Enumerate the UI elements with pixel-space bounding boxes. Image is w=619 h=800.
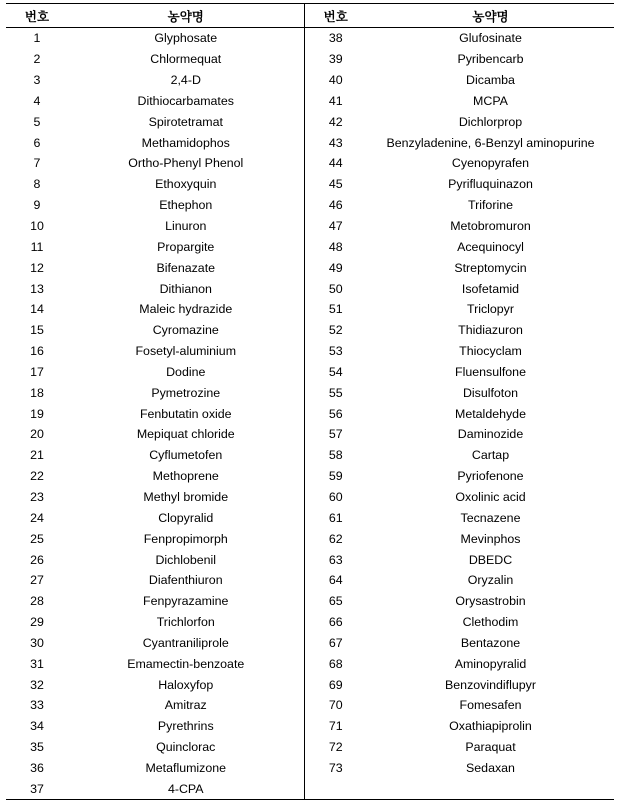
- pesticide-name-right: Cyenopyrafen: [451, 156, 530, 171]
- row-number-right: 47: [328, 219, 343, 234]
- table-row: [6, 632, 614, 653]
- pesticide-name-right: Cartap: [471, 448, 510, 463]
- table-row: [6, 91, 614, 112]
- header-pesticide-name-right: 농약명: [367, 4, 614, 28]
- row-number-left: 23: [30, 489, 44, 504]
- row-number-left: 29: [30, 615, 44, 630]
- row-number-left: 4: [33, 93, 41, 108]
- pesticide-name-right: Pyriofenone: [457, 469, 524, 484]
- pesticide-name-left: Methamidophos: [68, 132, 304, 153]
- table-row: [6, 445, 614, 466]
- row-number-right: 41: [328, 93, 343, 108]
- table-row: [6, 778, 614, 799]
- table-row: [6, 612, 614, 633]
- row-number-right: 49: [328, 260, 343, 275]
- table-row: [6, 716, 614, 737]
- row-number-right: 66: [328, 615, 343, 630]
- pesticide-name-right: Oryzalin: [467, 573, 514, 588]
- row-number-right: 55: [328, 385, 343, 400]
- pesticide-name-right: Benzovindiflupyr: [445, 677, 536, 692]
- row-number-right: 45: [328, 177, 343, 192]
- table-row: [6, 528, 614, 549]
- table-row: [6, 111, 614, 132]
- row-number-left: 9: [33, 198, 41, 213]
- pesticide-name-right: MCPA: [473, 93, 508, 108]
- row-number-left: 14: [30, 302, 44, 317]
- pesticide-name-right: Pyrifluquinazon: [448, 177, 533, 192]
- pesticide-table: [6, 3, 614, 800]
- row-number-right: 52: [328, 323, 343, 338]
- row-number-left: 12: [30, 260, 44, 275]
- row-number-left: 26: [30, 552, 44, 567]
- table-row: [6, 132, 614, 153]
- row-number-right: [304, 778, 367, 799]
- pesticide-name-left: Ethephon: [68, 195, 304, 216]
- row-number-right: 43: [328, 135, 343, 150]
- row-number-right: 68: [328, 656, 343, 671]
- row-number-right: 46: [328, 198, 343, 213]
- row-number-right: 38: [328, 31, 343, 46]
- row-number-right: 58: [328, 448, 343, 463]
- table-row: [6, 257, 614, 278]
- row-number-left: 33: [30, 698, 44, 713]
- row-number-right: 44: [328, 156, 343, 171]
- pesticide-name-left: Spirotetramat: [68, 111, 304, 132]
- pesticide-name-right: Fomesafen: [459, 698, 522, 713]
- pesticide-name-right: Oxathiapiprolin: [449, 719, 532, 734]
- pesticide-name-left: Fenpropimorph: [68, 528, 304, 549]
- table-row: [6, 674, 614, 695]
- row-number-right: 72: [328, 740, 343, 755]
- row-number-right: 42: [328, 114, 343, 129]
- pesticide-name-left: Amitraz: [68, 695, 304, 716]
- row-number-left: 7: [33, 156, 41, 171]
- pesticide-name-left: Glyphosate: [68, 28, 304, 49]
- row-number-left: 24: [30, 510, 44, 525]
- row-number-right: 39: [328, 52, 343, 67]
- pesticide-name-left: Cyromazine: [68, 320, 304, 341]
- header-row: [6, 4, 614, 28]
- row-number-right: 61: [328, 510, 343, 525]
- table-row: [6, 570, 614, 591]
- pesticide-name-right: Disulfoton: [462, 385, 519, 400]
- row-number-right: 59: [328, 469, 343, 484]
- row-number-left: 32: [30, 677, 44, 692]
- row-number-right: 54: [328, 364, 343, 379]
- row-number-right: 65: [328, 594, 343, 609]
- table-row: [6, 216, 614, 237]
- pesticide-name-left: Maleic hydrazide: [68, 299, 304, 320]
- pesticide-name-left: Trichlorfon: [68, 612, 304, 633]
- pesticide-name-left: Quinclorac: [68, 737, 304, 758]
- row-number-right: 67: [328, 635, 343, 650]
- table-row: [6, 737, 614, 758]
- pesticide-name-left: Fenbutatin oxide: [68, 403, 304, 424]
- table-row: [6, 591, 614, 612]
- table-row: [6, 424, 614, 445]
- row-number-left: 36: [30, 760, 44, 775]
- pesticide-name-left: Dodine: [68, 362, 304, 383]
- table-row: [6, 70, 614, 91]
- header-pesticide-name-left: 농약명: [68, 4, 304, 28]
- pesticide-name-right: Glufosinate: [459, 31, 522, 46]
- row-number-left: 3: [33, 73, 41, 88]
- row-number-left: 13: [30, 281, 44, 296]
- row-number-left: 21: [30, 448, 44, 463]
- pesticide-name-right: Orysastrobin: [455, 594, 526, 609]
- pesticide-name-right: Daminozide: [457, 427, 524, 442]
- pesticide-name-right: Triforine: [468, 198, 513, 213]
- row-number-left: 8: [33, 177, 41, 192]
- row-number-left: 2: [33, 52, 41, 67]
- table-row: [6, 653, 614, 674]
- pesticide-name-right: Mevinphos: [460, 531, 521, 546]
- row-number-left: 11: [30, 239, 44, 254]
- pesticide-name-right: Triclopyr: [466, 302, 515, 317]
- table-row: [6, 487, 614, 508]
- pesticide-name-left: Haloxyfop: [68, 674, 304, 695]
- row-number-left: 20: [30, 427, 44, 442]
- pesticide-name-left: 4-CPA: [68, 778, 304, 799]
- row-number-left: 18: [30, 385, 44, 400]
- pesticide-name-left: Linuron: [68, 216, 304, 237]
- row-number-right: 56: [328, 406, 343, 421]
- row-number-right: 57: [328, 427, 343, 442]
- pesticide-name-left: Dithiocarbamates: [68, 91, 304, 112]
- pesticide-name-right: Pyribencarb: [457, 52, 524, 67]
- pesticide-name-left: Cyantraniliprole: [68, 632, 304, 653]
- pesticide-name-right: Acequinocyl: [457, 239, 524, 254]
- pesticide-name-right: Fluensulfone: [455, 364, 526, 379]
- pesticide-name-right: Metobromuron: [450, 219, 531, 234]
- pesticide-name-left: Chlormequat: [68, 49, 304, 70]
- pesticide-name-right: Thidiazuron: [458, 323, 523, 338]
- row-number-left: 17: [30, 364, 44, 379]
- row-number-left: 5: [33, 114, 41, 129]
- pesticide-name-right: Oxolinic acid: [455, 489, 526, 504]
- row-number-right: 53: [328, 344, 343, 359]
- pesticide-name-right: [367, 778, 614, 799]
- row-number-right: 60: [328, 489, 343, 504]
- header-number-left: 번호: [6, 4, 68, 28]
- pesticide-name-left: Propargite: [68, 236, 304, 257]
- pesticide-name-right: Clethodim: [462, 615, 519, 630]
- table-row: [6, 362, 614, 383]
- pesticide-name-left: Metaflumizone: [68, 758, 304, 779]
- row-number-right: 69: [328, 677, 343, 692]
- table-row: [6, 299, 614, 320]
- pesticide-name-right: Sedaxan: [466, 760, 515, 775]
- pesticide-name-right: Dichlorprop: [458, 114, 523, 129]
- row-number-right: 64: [328, 573, 343, 588]
- pesticide-name-right: Dicamba: [466, 73, 515, 88]
- pesticide-name-right: Paraquat: [465, 740, 516, 755]
- pesticide-name-left: Ethoxyquin: [68, 174, 304, 195]
- row-number-left: 34: [30, 719, 44, 734]
- pesticide-name-right: Benzyladenine, 6-Benzyl aminopurine: [386, 135, 595, 150]
- table-row: [6, 49, 614, 70]
- row-number-left: 22: [30, 469, 44, 484]
- table-row: [6, 507, 614, 528]
- row-number-left: 19: [30, 406, 44, 421]
- pesticide-name-left: Fenpyrazamine: [68, 591, 304, 612]
- row-number-left: 37: [6, 778, 68, 799]
- pesticide-name-right: Tecnazene: [460, 510, 521, 525]
- pesticide-name-left: Clopyralid: [68, 507, 304, 528]
- row-number-left: 16: [30, 344, 44, 359]
- row-number-left: 28: [30, 594, 44, 609]
- pesticide-name-left: Cyflumetofen: [68, 445, 304, 466]
- row-number-left: 31: [30, 656, 44, 671]
- table-row: [6, 236, 614, 257]
- row-number-right: 63: [328, 552, 343, 567]
- table-row: [6, 466, 614, 487]
- pesticide-name-right: DBEDC: [468, 552, 513, 567]
- row-number-right: 48: [328, 239, 343, 254]
- pesticide-name-left: Diafenthiuron: [68, 570, 304, 591]
- pesticide-name-left: Methoprene: [68, 466, 304, 487]
- pesticide-name-left: Emamectin-benzoate: [68, 653, 304, 674]
- pesticide-name-right: Metaldehyde: [455, 406, 526, 421]
- row-number-left: 6: [33, 135, 41, 150]
- pesticide-name-left: Pyrethrins: [68, 716, 304, 737]
- row-number-left: 30: [30, 635, 44, 650]
- row-number-right: 62: [328, 531, 343, 546]
- table-row: [6, 195, 614, 216]
- row-number-left: 27: [30, 573, 44, 588]
- table-row: [6, 403, 614, 424]
- row-number-right: 51: [328, 302, 343, 317]
- pesticide-name-right: Isofetamid: [461, 281, 520, 296]
- table-row: [6, 341, 614, 362]
- pesticide-table-container: [6, 3, 614, 800]
- pesticide-name-left: Mepiquat chloride: [68, 424, 304, 445]
- table-row: [6, 549, 614, 570]
- pesticide-name-left: Fosetyl-aluminium: [68, 341, 304, 362]
- row-number-left: 35: [30, 740, 44, 755]
- pesticide-name-left: Dithianon: [68, 278, 304, 299]
- row-number-right: 71: [328, 719, 343, 734]
- table-row: [6, 153, 614, 174]
- pesticide-name-left: Ortho-Phenyl Phenol: [68, 153, 304, 174]
- row-number-left: 1: [33, 31, 41, 46]
- pesticide-name-right: Bentazone: [460, 635, 521, 650]
- pesticide-name-right: Thiocyclam: [459, 344, 522, 359]
- table-row: [6, 28, 614, 49]
- row-number-left: 10: [30, 219, 44, 234]
- pesticide-name-right: Aminopyralid: [454, 656, 527, 671]
- row-number-right: 40: [328, 73, 343, 88]
- pesticide-name-left: Dichlobenil: [68, 549, 304, 570]
- table-row: [6, 278, 614, 299]
- row-number-right: 70: [328, 698, 343, 713]
- table-row: [6, 174, 614, 195]
- pesticide-name-left: Methyl bromide: [68, 487, 304, 508]
- pesticide-name-left: Pymetrozine: [68, 382, 304, 403]
- table-row: [6, 695, 614, 716]
- row-number-right: 50: [328, 281, 343, 296]
- row-number-right: 73: [328, 760, 343, 775]
- pesticide-name-right: Streptomycin: [454, 260, 527, 275]
- row-number-left: 25: [30, 531, 44, 546]
- table-row: [6, 758, 614, 779]
- pesticide-name-left: Bifenazate: [68, 257, 304, 278]
- table-row: [6, 382, 614, 403]
- table-row: [6, 320, 614, 341]
- row-number-left: 15: [30, 323, 44, 338]
- table-body: [6, 28, 614, 800]
- header-number-right: 번호: [304, 4, 367, 28]
- pesticide-name-left: 2,4-D: [68, 70, 304, 91]
